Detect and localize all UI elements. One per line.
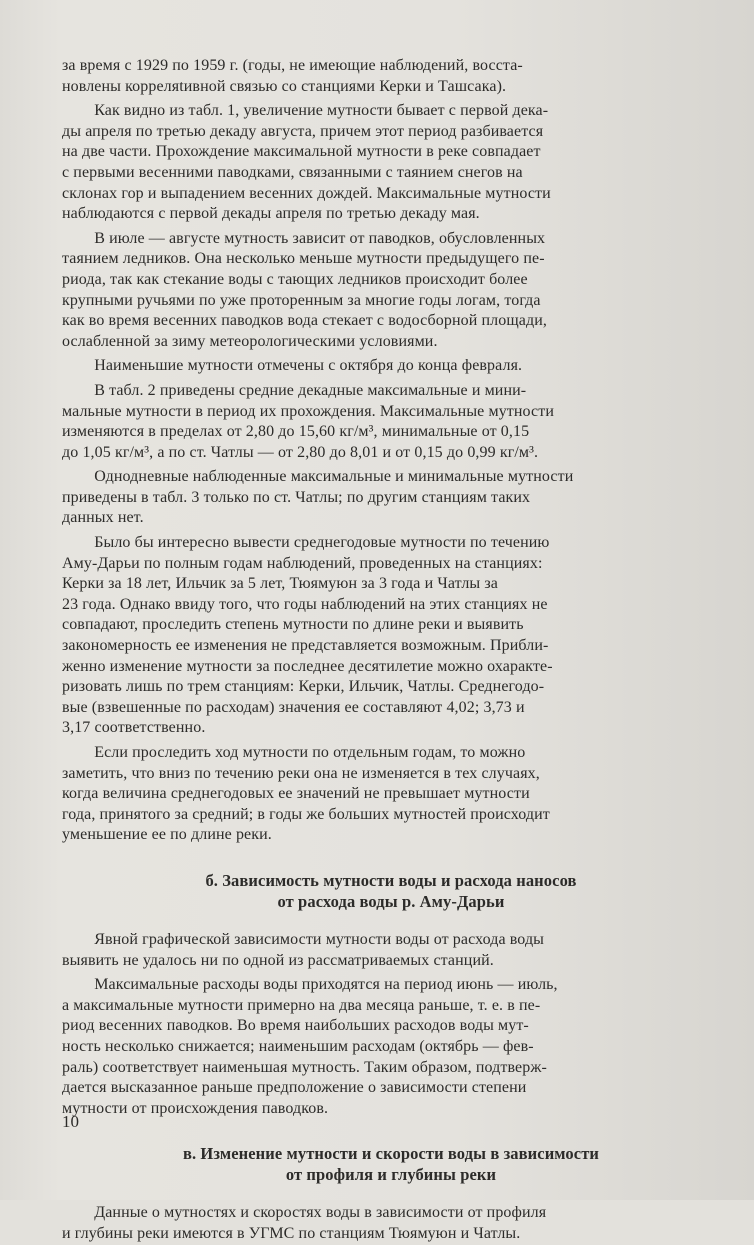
text-line: Однодневные наблюденные максимальные и минимальные мутности — [62, 468, 574, 486]
text-line: вые (взвешенные по расходам) значения ее составляют 4,02; 3,73 и — [62, 698, 525, 716]
text-line: Было бы интересно вывести среднегодовые мутности по течению — [62, 534, 550, 552]
text-line: Если проследить ход мутности по отдельным годам, то можно — [62, 744, 526, 761]
text-line: 23 года. Однако ввиду того, что годы наблюдений на этих станциях не — [62, 595, 548, 613]
text-line: В табл. 2 приведены средние декадные максимальные и мини- — [62, 381, 527, 399]
paragraph — [62, 101, 720, 225]
text-line: Наименьшие мутности отмечены с октября до конца февраля. — [62, 357, 523, 375]
text-line: Керки за 18 лет, Ильчик за 5 лет, Тюямуюн за 3 года и Чатлы за — [62, 575, 498, 593]
paragraph — [62, 381, 720, 463]
text-line: Как видно из табл. 1, увеличение мутности бывает с первой дека- — [62, 102, 549, 120]
text-line: данных нет. — [62, 509, 144, 527]
section-heading — [62, 1143, 720, 1185]
paragraph — [62, 56, 720, 97]
text-line: Данные о мутностях и скоростях воды в зависимости от профиля — [62, 1204, 547, 1222]
text-line: как во время весенних паводков вода стекает с водосборной площади, — [62, 312, 547, 330]
paragraph — [62, 975, 720, 1119]
body-text — [62, 56, 720, 1245]
text-line: изменяются в пределах от 2,80 до 15,60 кг/м³, минимальные от 0,15 — [62, 423, 530, 441]
text-line: Аму-Дарьи по полным годам наблюдений, проведенных на станциях: — [62, 554, 543, 572]
text-line: наблюдаются с первой декады апреля по третью декаду мая. — [62, 205, 480, 223]
paragraph — [62, 743, 720, 846]
section-heading — [62, 870, 720, 912]
heading-line: от расхода воды р. Аму-Дарьи — [277, 891, 505, 911]
text-line: а максимальные мутности примерно на два месяца раньше, т. е. в пе- — [62, 996, 541, 1014]
text-line: и глубины реки имеются в УГМС по станциям Тюямуюн и Чатлы. — [62, 1224, 521, 1242]
text-line: 3,17 соответственно. — [62, 719, 206, 737]
text-line: женно изменение мутности за последнее десятилетие можно охаракте- — [62, 657, 553, 675]
text-line: ды апреля по третью декаду августа, причем этот период разбивается — [62, 122, 544, 140]
text-line: выявить не удалось ни по одной из рассматриваемых станций. — [62, 951, 494, 969]
page-number: 10 — [62, 1112, 79, 1131]
text-line: за время с 1929 по 1959 г. (годы, не имеющие наблюдений, восста- — [62, 57, 523, 74]
text-line: до 1,05 кг/м³, а по ст. Чатлы — от 2,80 до 8,01 и от 0,15 до 0,99 кг/м³. — [62, 443, 539, 461]
paragraph — [62, 229, 720, 353]
text-line: совпадают, проследить степень мутности по длине реки и выявить — [62, 616, 524, 634]
text-line: мутности от происхождения паводков. — [62, 1099, 329, 1117]
paragraph — [62, 1203, 720, 1244]
paragraph — [62, 930, 720, 971]
text-line: ность несколько снижается; наименьшим расходам (октябрь — фев- — [62, 1037, 534, 1055]
text-line: крупными ручьями по уже протоpенным за многие годы логам, тогда — [62, 291, 541, 309]
text-line: раль) соответствует наименьшая мутность. Таким образом, подтверж- — [62, 1058, 547, 1076]
text-line: заметить, что вниз по течению реки она не изменяется в тех случаях, — [62, 764, 540, 782]
text-line: таянием ледников. Она несколько меньше мутности предыдущего пе- — [62, 250, 545, 268]
text-line: В июле — августе мутность зависит от паводков, обусловленных — [62, 229, 546, 247]
paragraph — [62, 533, 720, 739]
heading-line: в. Изменение мутности и скорости воды в зависимости — [182, 1144, 600, 1164]
text-line: ослабленной за зиму метеорологическими условиями. — [62, 332, 438, 350]
heading-line: б. Зависимость мутности воды и расхода наносов — [205, 870, 577, 890]
paragraph — [62, 467, 720, 529]
text-line: когда величина среднегодовых ее значений не превышает мутности — [62, 785, 530, 803]
text-line: на две части. Прохождение максимальной мутности в реке совпадает — [62, 143, 541, 161]
text-line: уменьшение ее по длине реки. — [62, 826, 272, 844]
text-line: года, принятого за средний; в годы же больших мутностей происходит — [62, 805, 550, 823]
text-line: ризовать лишь по трем станциям: Керки, Ильчик, Чатлы. Среднегодо- — [62, 678, 545, 696]
text-line: закономерность ее изменения не представляется возможным. Прибли- — [62, 637, 549, 655]
text-line: с первыми весенними паводками, связанными с таянием снегов на — [62, 163, 523, 181]
text-line: Максимальные расходы воды приходятся на период июнь — июль, — [62, 976, 558, 994]
text-line: приведены в табл. 3 только по ст. Чатлы; по другим станциям таких — [62, 488, 531, 506]
text-line: риода, так как стекание воды с тающих ледников происходит более — [62, 270, 528, 288]
heading-line: от профиля и глубины реки — [285, 1165, 497, 1185]
text-line: дается высказанное раньше предположение о зависимости степени — [62, 1079, 527, 1097]
text-line: новлены корреляtивной связью со станциями Керки и Ташсака). — [62, 77, 507, 95]
text-line: риод весенних паводков. Во время наибольших расходов воды мут- — [62, 1017, 529, 1035]
text-line: мальные мутности в период их прохождения. Максимальные мутности — [62, 402, 555, 420]
text-line: Явной графической зависимости мутности воды от расхода воды — [62, 930, 545, 948]
paragraph — [62, 356, 720, 377]
text-line: склонах гор и выпадением весенних дождей. Максимальные мутности — [62, 184, 551, 202]
